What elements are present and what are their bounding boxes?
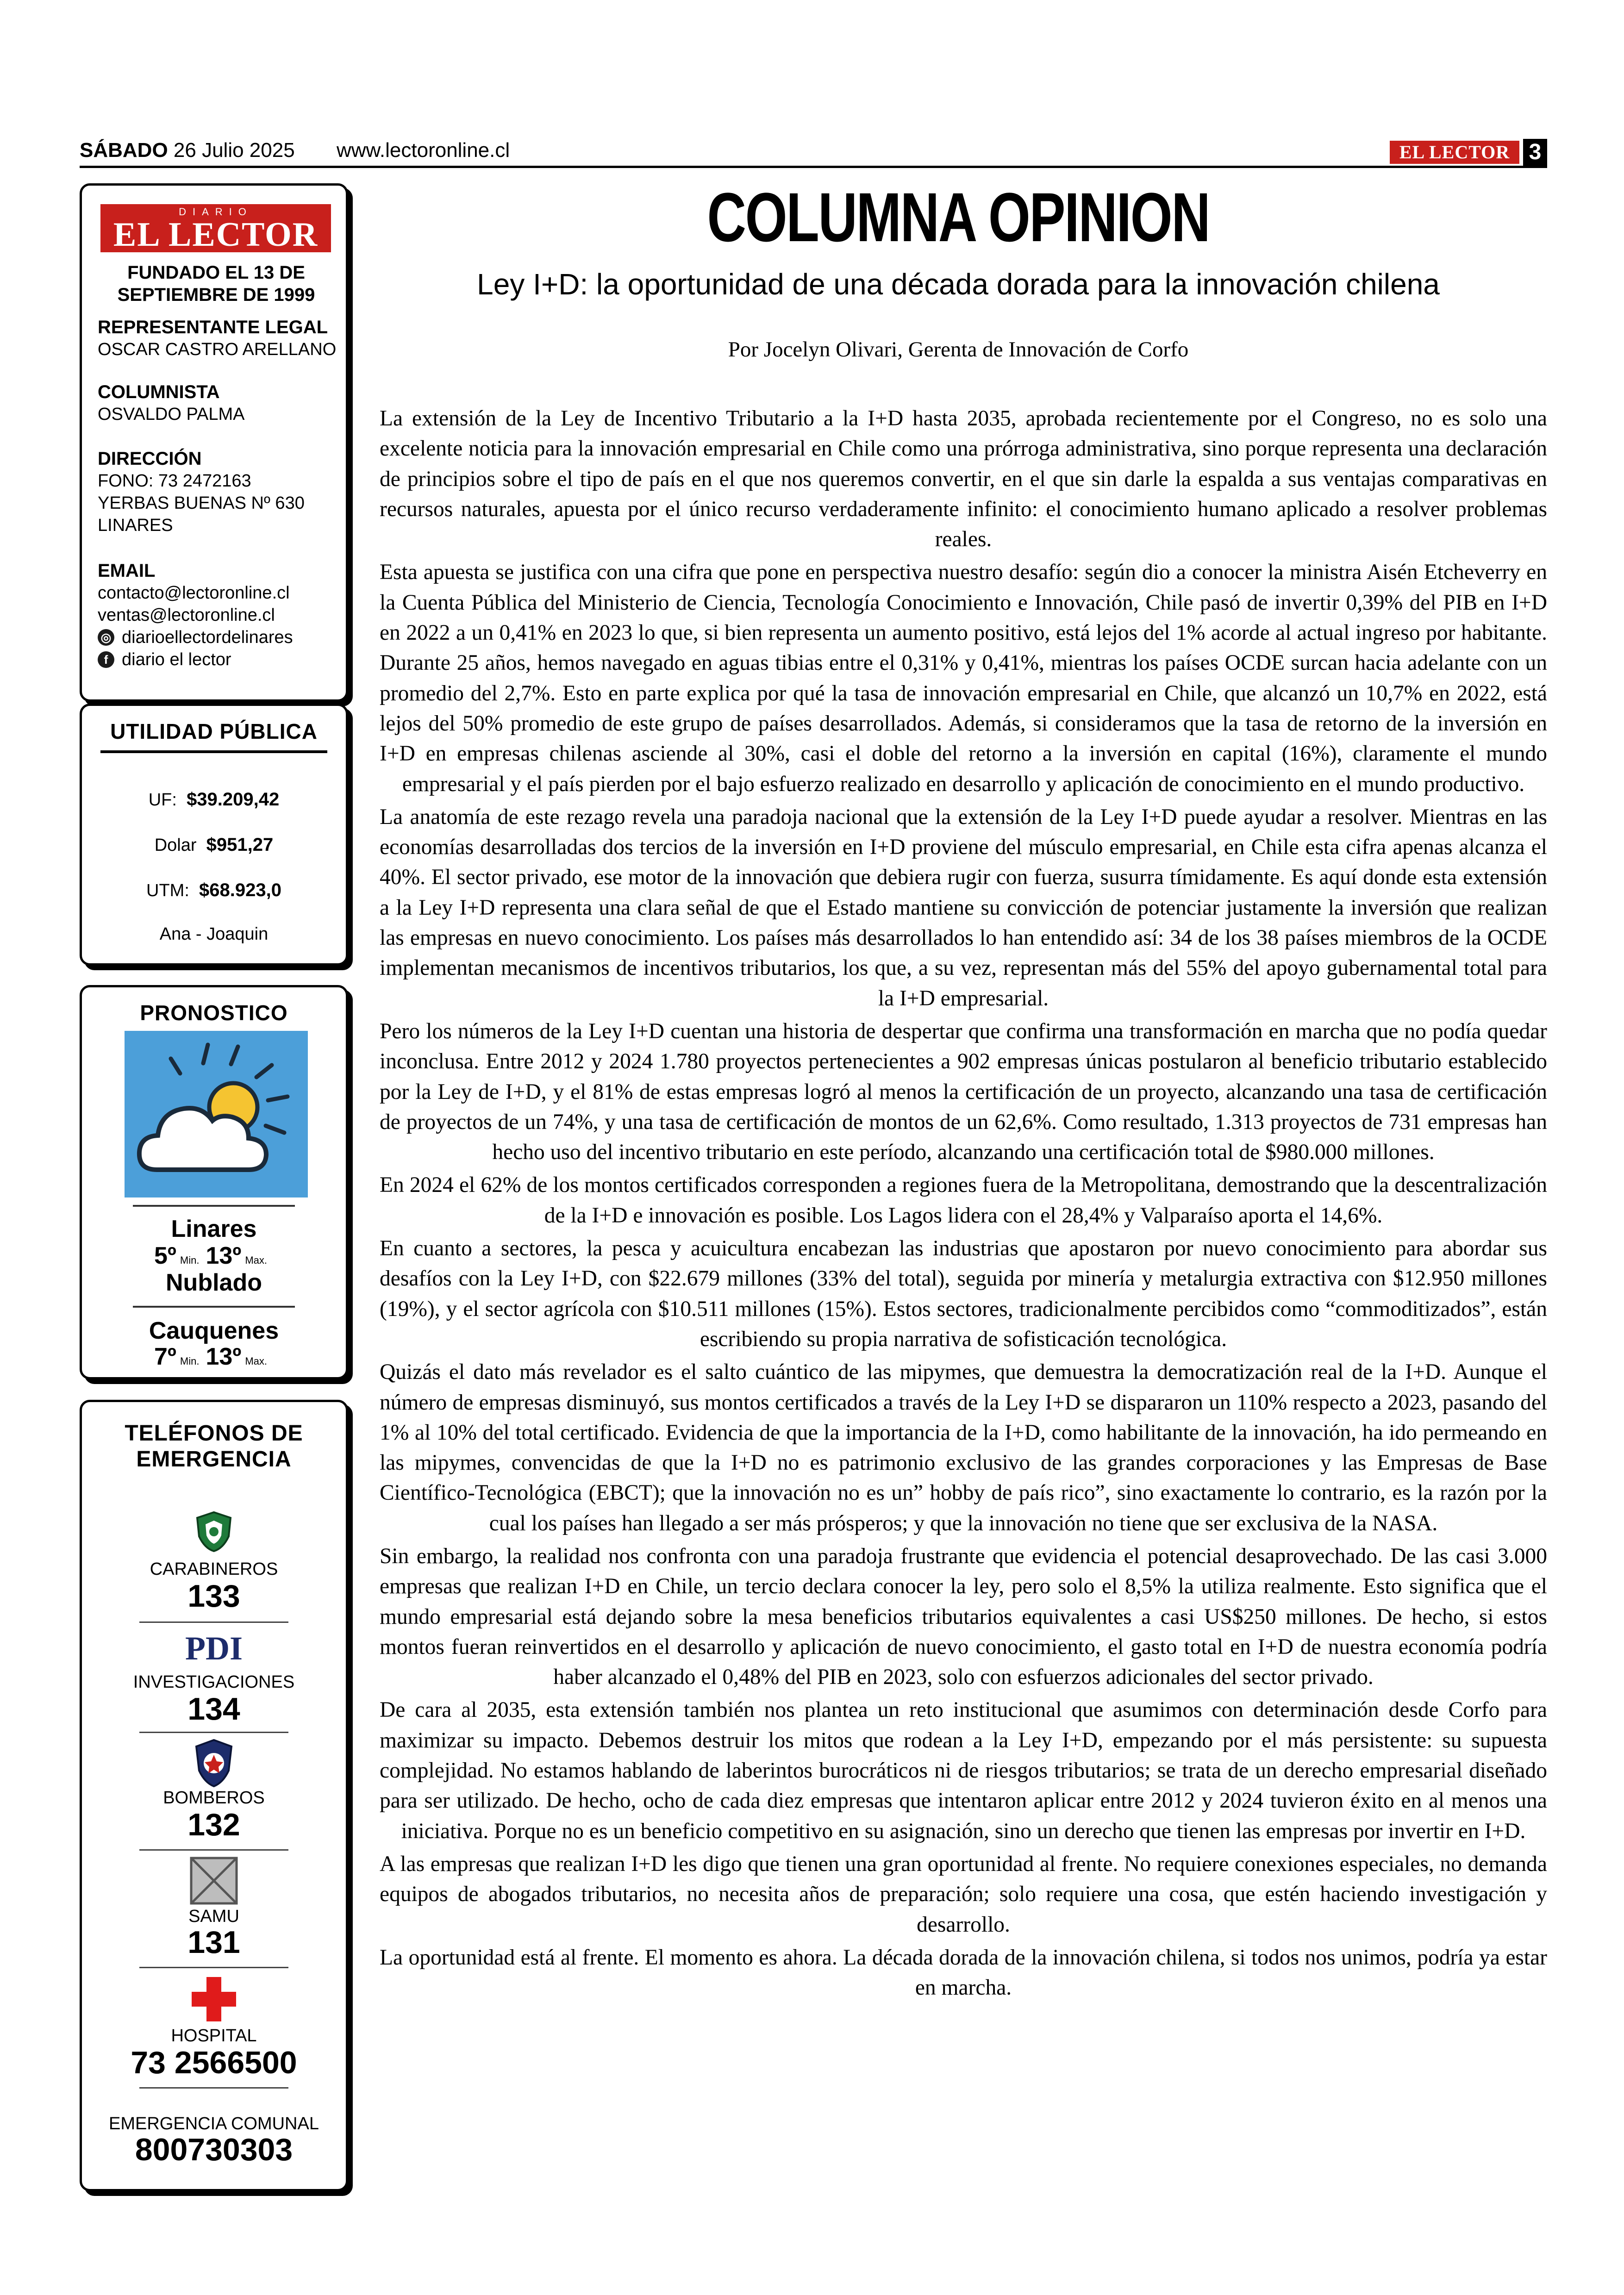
- phone-name-emergencia-comunal: EMERGENCIA COMUNAL: [109, 2114, 319, 2133]
- article-paragraph: En 2024 el 62% de los montos certificados corresponden a regiones fuera de la Metropolitana, demostrando que la descentralización de la I+D e innovación es posible. Los Lagos lidera con el 28,4% y Valparaíso aporta el 14,6%.: [380, 1173, 1547, 1228]
- weather-rule: [133, 1306, 295, 1308]
- weather-condition-linares: Nublado: [166, 1269, 262, 1296]
- facebook-link[interactable]: f diario el lector: [98, 649, 338, 671]
- instagram-icon: ◎: [98, 629, 114, 646]
- email-2[interactable]: ventas@lectoronline.cl: [98, 605, 275, 625]
- article-body: [380, 404, 1547, 2006]
- article-paragraph: De cara al 2035, esta extensión también nos plantea un reto institucional que asumimos con determinación desde Corfo para maximizar su impacto. Debemos destruir los mitos que rodean a la Ley I+D, empezando por el más persistente: su supuesta complejidad. No estamos hablando de laberintos burocráticos ni de riesgos tributarios; se trata de un derecho empresarial diseñado para ser utilizado. De hecho, ocho de cada diez empresas que intentaron aplicar entre 2012 y 2024 tuvieron éxito en al menos una iniciativa. Porque no es un beneficio competitivo en su asignación, sino un derecho que tienen las empresas por invertir en I+D.: [380, 1698, 1547, 1843]
- page-header: [80, 139, 1547, 168]
- page-number: 3: [1523, 139, 1547, 166]
- phone-rule: [139, 1621, 288, 1623]
- red-cross-icon: [190, 1975, 238, 2026]
- weather-temps-linares: 5º Min. 13º Max.: [154, 1242, 267, 1269]
- facebook-icon: f: [98, 651, 114, 668]
- dolar-row: Dolar $951,27: [154, 835, 274, 855]
- article-paragraph: La oportunidad está al frente. El momento es ahora. La década dorada de la innovación chilena, si todos nos unimos, podría ya estar en marcha.: [380, 1945, 1547, 2000]
- address: DIRECCIÓN FONO: 73 2472163 YERBAS BUENAS Nº 630 LINARES: [98, 449, 305, 535]
- phone-number-samu[interactable]: 131: [187, 1925, 240, 1960]
- phone-rule: [139, 1732, 288, 1733]
- phone-rule: [139, 1849, 288, 1851]
- header-logo: EL LECTOR: [1390, 141, 1519, 164]
- el-lector-logo: DIARIO EL LECTOR: [100, 204, 331, 252]
- pronostico-box: [80, 985, 348, 1379]
- phone-name-hospital: HOSPITAL: [171, 2026, 257, 2046]
- phone-number-emergencia-comunal[interactable]: 800730303: [135, 2132, 293, 2167]
- weather-temps-cauquenes: 7º Min. 13º Max.: [154, 1343, 267, 1370]
- header-rule: [80, 166, 1547, 168]
- header-date: SÁBADO 26 Julio 2025: [80, 139, 295, 162]
- uf-row: UF: $39.209,42: [148, 789, 280, 810]
- weather-city-cauquenes: Cauquenes: [149, 1317, 279, 1344]
- article-headline: Ley I+D: la oportunidad de una década dorada para la innovación chilena: [477, 268, 1440, 301]
- phone-rule: [139, 1967, 288, 1968]
- contact-email: EMAIL contacto@lectoronline.cl ventas@lectoronline.cl ◎ diarioellectordelinares f diario el lector: [98, 560, 338, 671]
- article-paragraph: Sin embargo, la realidad nos confronta con una paradoja frustrante que evidencia el potencial desaprovechado. De las casi 3.000 empresas que realizan I+D en Chile, un tercio declara conocer la ley, pero solo el 8,5% la utiliza realmente. Esto significa que el mundo empresarial está dejando sobre la mesa beneficios tributarios equivalentes a casi US$250 millones. De hecho, si estos montos fueran reinvertidos en el desarrollo y aplicación de nuevo conocimiento, el gasto total en I+D de nuestra economía podría haber alcanzado el 0,48% del PIB en 2023, solo con esfuerzos adicionales del sector privado.: [380, 1544, 1547, 1690]
- telefonos-emergencia-box: [80, 1400, 348, 2191]
- samu-placeholder-icon: [190, 1857, 238, 1907]
- phone-name-samu: SAMU: [188, 1907, 239, 1926]
- pronostico-title: PRONOSTICO: [140, 1001, 288, 1025]
- article-paragraph: Esta apuesta se justifica con una cifra que pone en perspectiva nuestro desafío: según dio a conocer la ministra Aisén Etcheverry en la Cuenta Pública del Ministerio de Ciencia, Tecnología Conocimiento e Innovación, Chile pasó de invertir 0,39% del PIB en I+D en 2022 a un 0,41% en 2023 lo que, si bien representa un aumento positivo, está lejos del 1% acorde al actual ingreso por habitante. Durante 25 años, hemos navegado en aguas tibias entre el 0,31% y 0,41%, mientras los países OCDE surcan hacia adelante con un promedio del 2,7%. Esto en parte explica por qué la tasa de innovación empresarial en Chile, que alcanzó un 10,7% en 2022, está lejos del 50% promedio de este grupo de países desarrollados. Además, si consideramos que la tasa de retorno de la inversión en I+D en empresas chilenas asciende al 30%, casi el doble del retorno a la inversión en capital (16%), claramente el mundo empresarial y el país pierden por el bajo esfuerzo realizado en desarrollo y aplicación de conocimiento en el mundo productivo.: [380, 560, 1547, 796]
- telefonos-title: TELÉFONOS DE EMERGENCIA: [125, 1421, 303, 1472]
- bomberos-badge-icon: [193, 1738, 235, 1790]
- utilidad-rule: [100, 750, 327, 753]
- instagram-link[interactable]: ◎ diarioellectordelinares: [98, 626, 338, 649]
- weather-rule: [133, 1205, 295, 1207]
- phone-number-hospital[interactable]: 73 2566500: [131, 2045, 297, 2080]
- utilidad-title: UTILIDAD PÚBLICA: [110, 719, 318, 743]
- header-url[interactable]: www.lectoronline.cl: [337, 139, 510, 162]
- article-paragraph: Pero los números de la Ley I+D cuentan una historia de despertar que confirma una transformación en marcha que no podía quedar inconclusa. Entre 2012 y 2024 1.780 proyectos pertenecientes a 902 empresas únicas postularon al beneficio tributario establecido por la Ley de I+D, y el 81% de estas empresas logró al menos la certificación de un proyecto, alcanzando una tasa de certificación de proyectos de un 74%, y una tasa de certificación de montos de un 62,6%. Como resultado, 1.313 proyectos de 731 empresas han hecho uso del incentivo tributario en este período, alcanzando una certificación total de $980.000 millones.: [380, 1019, 1547, 1165]
- section-title: COLUMNA OPINION: [707, 178, 1210, 256]
- columnist: COLUMNISTA OSVALDO PALMA: [98, 382, 245, 424]
- email-1[interactable]: contacto@lectoronline.cl: [98, 583, 290, 603]
- article-byline: Por Jocelyn Olivari, Gerenta de Innovación de Corfo: [728, 337, 1189, 362]
- phone-rule: [139, 2087, 288, 2089]
- founded-text: FUNDADO EL 13 DE SEPTIEMBRE DE 1999: [117, 262, 315, 305]
- partly-cloudy-icon: [125, 1031, 308, 1197]
- pdi-logo-icon: PDI: [185, 1630, 243, 1667]
- article-paragraph: En cuanto a sectores, la pesca y acuicultura encabezan las industrias que apostaron por nuevo conocimiento para abordar sus desafíos con la Ley I+D, con $22.679 millones (33% del total), seguida por minería y metalurgia extractiva con $12.950 millones (19%), y el sector agrícola con $10.511 millones (15%). Estos sectores, tradicionalmente percibidos como “commoditizados”, están escribiendo su propia narrativa de sofisticación tecnológica.: [380, 1236, 1547, 1351]
- phone-number-bomberos[interactable]: 132: [187, 1807, 240, 1842]
- utilidad-publica-box: [80, 704, 348, 966]
- phone-name-bomberos: BOMBEROS: [163, 1788, 265, 1808]
- phone-number-carabineros[interactable]: 133: [187, 1578, 240, 1614]
- masthead-box: [80, 183, 348, 702]
- legal-rep: REPRESENTANTE LEGAL OSCAR CASTRO ARELLANO: [98, 317, 337, 359]
- article-paragraph: La anatomía de este rezago revela una paradoja nacional que la extensión de la Ley I+D puede ayudar a resolver. Mientras en las economías desarrolladas dos tercios de la inversión en I+D proviene del músculo empresarial, en Chile esta cifra apenas alcanza el 40%. El sector privado, ese motor de la innovación que debiera rugir con fuerza, susurra tímidamente. Es aquí donde esta extensión a la Ley I+D representa una clara señal de que el Estado mantiene su convicción de potenciar justamente la inversión que realizan las empresas en nuevo conocimiento. Los países más desarrollados lo han entendido así: 34 de los 38 países miembros de la OCDE implementan mecanismos de incentivos tributarios, los que, a su vez, representan más del 55% del apoyo gubernamental total para la I+D empresarial.: [380, 804, 1547, 1010]
- utm-row: UTM: $68.923,0: [146, 880, 281, 900]
- article-paragraph: Quizás el dato más revelador es el salto cuántico de las mipymes, que demuestra la democratización real de la I+D. Aunque el número de empresas disminuyó, sus montos certificados a través de la Ley I+D se dispararon un 110% respecto a 2023, pasando del 1% al 10% del total certificado. Evidencia de que la importancia de la I+D, como habilitante de la innovación, ha ido permeando en las mipymes, convencidas de que la I+D no es patrimonio exclusivo de las grandes corporaciones y las Empresas de Base Científico-Tecnológica (EBCT); que la innovación no es un” hobby de país rico”, sino exactamente lo contrario, es la razón por la cual los países han llegado a ser más prósperos; y que la innovación no tiene que ser exclusiva de la NASA.: [380, 1360, 1547, 1535]
- saints-of-day: Ana - Joaquin: [159, 924, 269, 944]
- phone-name-investigaciones: INVESTIGACIONES: [133, 1672, 295, 1692]
- phone-name-carabineros: CARABINEROS: [150, 1559, 278, 1579]
- article-paragraph: A las empresas que realizan I+D les digo que tienen una gran oportunidad al frente. No requiere conexiones especiales, no demanda equipos de abogados tributarios, no necesita años de preparación; solo requiere una cosa, que estén haciendo investigación y desarrollo.: [380, 1852, 1547, 1937]
- article-paragraph: La extensión de la Ley de Incentivo Tributario a la I+D hasta 2035, aprobada recientemente por el Congreso, no es solo una excelente noticia para la innovación empresarial en Chile como una prórroga administrativa, sino porque representa una declaración de principios sobre el tipo de país en el que nos queremos convertir, en el que sin darle la espalda a sus ventajas comparativas en recursos naturales, apuesta por el único recurso verdaderamente infinito: el conocimiento humano aplicado a resolver problemas reales.: [380, 406, 1547, 552]
- weather-city-linares: Linares: [171, 1216, 257, 1242]
- carabineros-shield-icon: [194, 1510, 233, 1555]
- phone-number-investigaciones[interactable]: 134: [187, 1691, 240, 1727]
